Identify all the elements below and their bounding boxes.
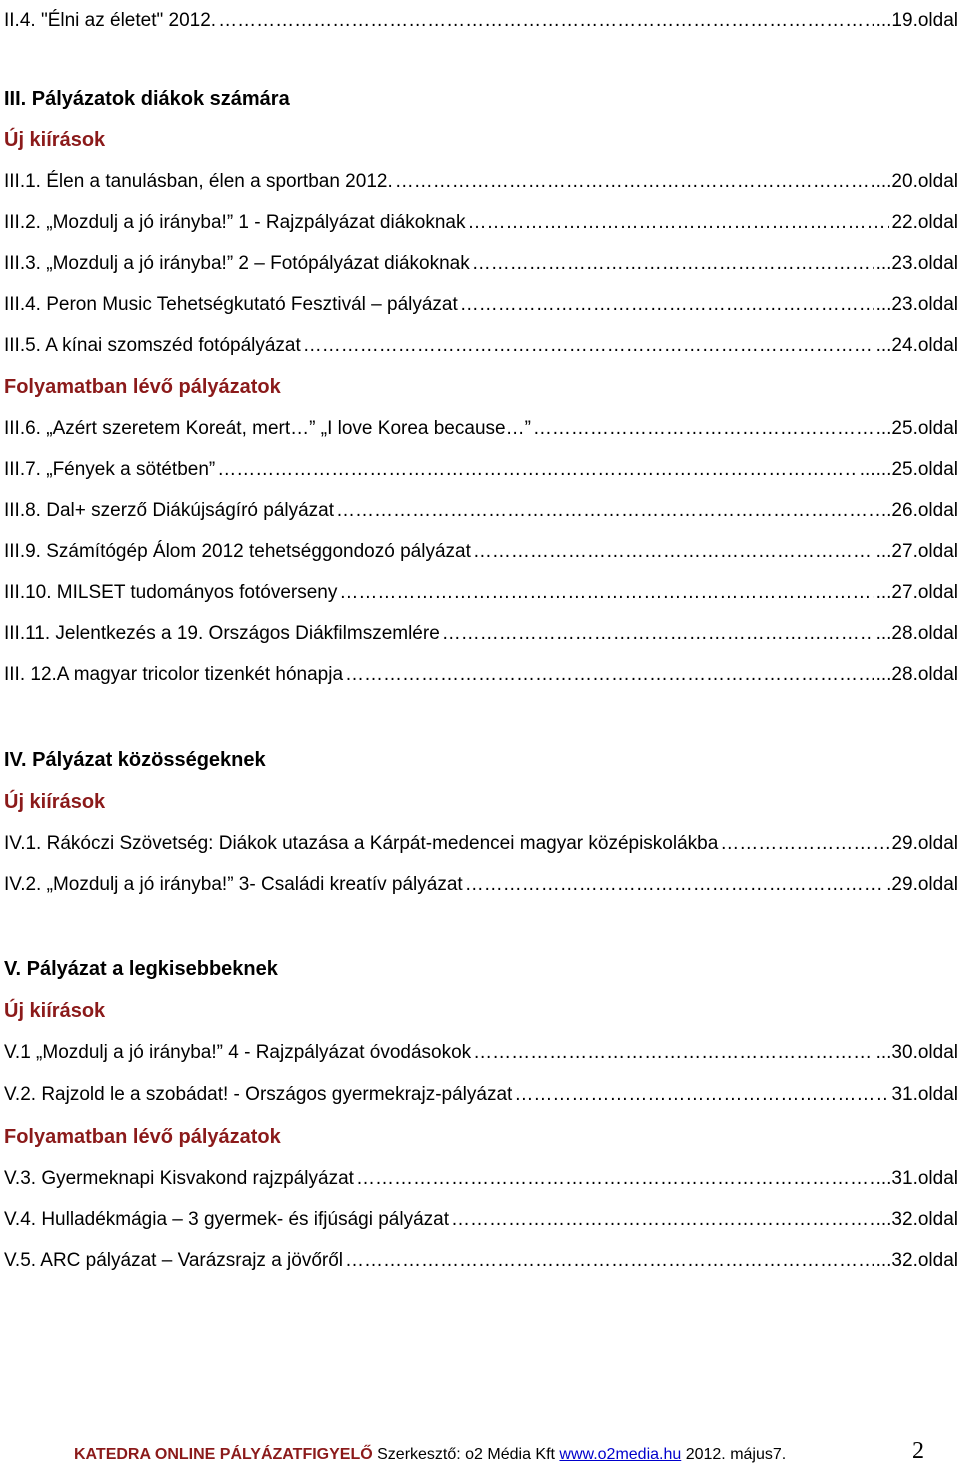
toc-entry (4, 210, 958, 236)
entry-page: ...20.oldal (875, 171, 958, 192)
entry-title: III.8. Dal+ szerző Diákújságíró pályázat (4, 500, 335, 521)
toc-entry (4, 1040, 958, 1066)
toc-entry (4, 251, 958, 277)
subsection-heading: Új kiírások (4, 791, 106, 813)
entry-title: III. 12.A magyar tricolor tizenkét hónapja (4, 664, 344, 685)
entry-title: IV.1. Rákóczi Szövetség: Diákok utazása a Kárpát-medencei magyar középiskolákba (4, 833, 719, 854)
dot-leader (460, 292, 874, 318)
entry-title: III.4. Peron Music Tehetségkutató Fesztivál – pályázat (4, 294, 458, 315)
dot-leader (442, 621, 874, 647)
toc-entry (4, 872, 958, 898)
toc-entry (4, 416, 958, 442)
dot-leader (339, 580, 873, 606)
entry-page: 31.oldal (891, 1084, 958, 1105)
footer-website-link[interactable]: www.o2media.hu (559, 1446, 682, 1463)
entry-page: ...28.oldal (875, 664, 958, 685)
dot-leader (472, 251, 874, 277)
footer-brand: KATEDRA ONLINE PÁLYÁZATFIGYELŐ (74, 1446, 373, 1463)
toc-entry (4, 292, 958, 318)
entry-page: 22.oldal (891, 212, 958, 233)
entry-title: III.6. „Azért szeretem Koreát, mert…” „I love Korea because…” (4, 418, 531, 439)
entry-title: III.1. Élen a tanulásban, élen a sportban 2012. (4, 171, 393, 192)
entry-title: III.5. A kínai szomszéd fotópályázat (4, 335, 301, 356)
dot-leader (465, 872, 884, 898)
dot-leader (356, 1166, 874, 1192)
entry-page: ..26.oldal (880, 500, 958, 521)
entry-page: ...27.oldal (875, 582, 958, 603)
toc-entry (4, 621, 958, 647)
entry-title: IV.2. „Mozdulj a jó irányba!” 3- Családi kreatív pályázat (4, 874, 463, 895)
toc-entry (4, 457, 958, 483)
entry-page: ...27.oldal (875, 541, 958, 562)
footer-editor: Szerkesztő: o2 Média Kft (372, 1446, 560, 1463)
entry-page: ...23.oldal (875, 253, 958, 274)
toc-entry (4, 831, 958, 857)
footer-date: 2012. május7. (681, 1446, 787, 1463)
toc-entry (4, 662, 958, 688)
entry-page: ...19.oldal (875, 10, 958, 31)
toc-entry (4, 539, 958, 565)
dot-leader (345, 1248, 874, 1274)
toc-entry (4, 1207, 958, 1233)
dot-leader (345, 662, 874, 688)
subsection-heading: Új kiírások (4, 129, 106, 151)
entry-title: V.1 „Mozdulj a jó irányba!” 4 - Rajzpályázat óvodásokok (4, 1042, 472, 1063)
section-heading: V. Pályázat a legkisebbeknek (4, 958, 278, 980)
entry-page: ...28.oldal (875, 623, 958, 644)
dot-leader (473, 539, 874, 565)
entry-page: ...23.oldal (875, 294, 958, 315)
dot-leader (473, 1040, 873, 1066)
subsection-heading: Folyamatban lévő pályázatok (4, 376, 281, 398)
dot-leader (303, 333, 874, 359)
entry-title: III.7. „Fények a sötétben” (4, 459, 216, 480)
section-heading: III. Pályázatok diákok számára (4, 88, 290, 110)
toc-entry (4, 1082, 958, 1108)
dot-leader (468, 210, 890, 236)
page-footer (74, 1438, 924, 1467)
entry-page: ...24.oldal (875, 335, 958, 356)
entry-page: ...31.oldal (875, 1168, 958, 1189)
entry-title: V.2. Rajzold le a szobádat! - Országos gyermekrajz-pályázat (4, 1084, 513, 1105)
entry-title: II.4. "Élni az életet" 2012. (4, 10, 217, 31)
dot-leader (218, 8, 874, 34)
entry-title: V.4. Hulladékmágia – 3 gyermek- és ifjúsági pályázat (4, 1209, 449, 1230)
entry-title: III.9. Számítógép Álom 2012 tehetséggondozó pályázat (4, 541, 471, 562)
dot-leader (217, 457, 858, 483)
entry-title: V.5. ARC pályázat – Varázsrajz a jövőről (4, 1250, 344, 1271)
dot-leader (533, 416, 874, 442)
entry-title: V.3. Gyermeknapi Kisvakond rajzpályázat (4, 1168, 354, 1189)
toc-entry (4, 8, 958, 34)
toc-entry (4, 169, 958, 195)
entry-title: III.3. „Mozdulj a jó irányba!” 2 – Fotópályázat diákoknak (4, 253, 470, 274)
page-number: 2 (912, 1438, 924, 1464)
entry-page: ...25.oldal (875, 418, 958, 439)
subsection-heading: Folyamatban lévő pályázatok (4, 1126, 281, 1148)
entry-page: .29.oldal (886, 874, 958, 895)
entry-page: 29.oldal (891, 833, 958, 854)
dot-leader (336, 498, 879, 524)
subsection-heading: Új kiírások (4, 1000, 106, 1022)
entry-page: ......25.oldal (859, 459, 958, 480)
dot-leader (514, 1082, 889, 1108)
dot-leader (451, 1207, 874, 1233)
entry-title: III.2. „Mozdulj a jó irányba!” 1 - Rajzpályázat diákoknak (4, 212, 466, 233)
entry-page: ...32.oldal (875, 1209, 958, 1230)
dot-leader (720, 831, 889, 857)
dot-leader (395, 169, 874, 195)
toc-entry (4, 1166, 958, 1192)
entry-page: ...30.oldal (875, 1042, 958, 1063)
toc-entry (4, 333, 958, 359)
entry-title: III.11. Jelentkezés a 19. Országos Diákfilmszemlére (4, 623, 440, 644)
toc-entry (4, 1248, 958, 1274)
section-heading: IV. Pályázat közösségeknek (4, 749, 266, 771)
entry-title: III.10. MILSET tudományos fotóverseny (4, 582, 338, 603)
toc-entry (4, 498, 958, 524)
entry-page: ...32.oldal (875, 1250, 958, 1271)
toc-entry (4, 580, 958, 606)
